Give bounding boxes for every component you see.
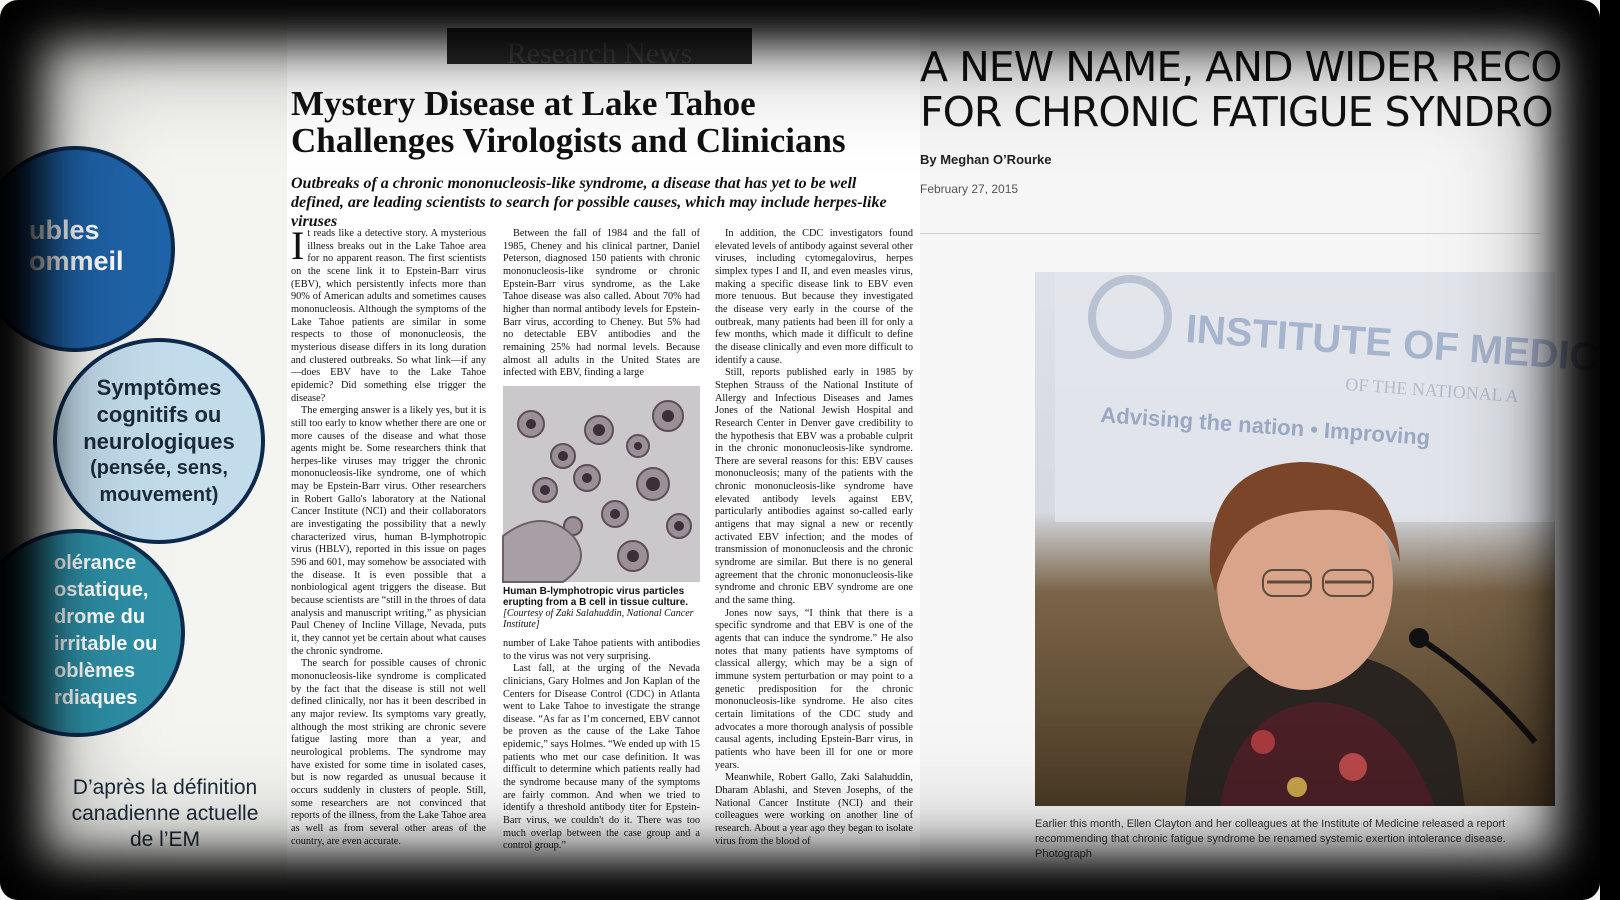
speaker-photo-illustration xyxy=(1035,272,1600,806)
article-column-3 xyxy=(715,228,913,858)
circle-2-line: cognitifs ou xyxy=(96,401,222,427)
banner-org-name: INSTITUTE OF MEDIC xyxy=(1184,307,1600,380)
article-column-2 xyxy=(503,228,700,858)
article-deck: Outbreaks of a chronic mononucleosis-like syndrome, a disease that has yet to be well defined, are leading scientists to search for possible causes, which may include herpes-like viruses xyxy=(291,175,887,230)
section-header: Research News xyxy=(447,28,752,64)
article-paragraph: The search for possible causes of chronic mononucleosis-like syndrome is complicated by the fact that the disease is still not well defined clinically, nor has it been described in any major review. Its symptoms vary greatly, although the most striking are chronic severe fatigue lasting more than a year, and neurological problems. The syndrome may have existed for some time in isolated cases, but is now regarded as unusual because it occurs suddenly in clusters of people. Still, some researchers are not convinced that reports of the illness, from the Lake Tahoe area as well as from several other areas of the country, are even accurate. xyxy=(291,658,486,847)
banner-subtitle: OF THE NATIONAL A xyxy=(1344,374,1520,407)
article-paragraph: number of Lake Tahoe patients with antibodies to the virus was not very surprising. xyxy=(503,637,700,662)
circle-3-line: drome du xyxy=(54,606,146,628)
footnote-line: de l’EM xyxy=(129,828,201,851)
figure-caption xyxy=(503,586,700,630)
article-paragraph: In addition, the CDC investigators found elevated levels of antibody against several other viruses, including cytomegalovirus, herpes simplex types I and II, and even measles virus, making a specific disease link to EBV even more tenuous. But because they investigated the disease very early in the course of the outbreak, many patients had been ill for only a few months, which made it difficult to define the disease clinically and even more difficult to identify a cause. xyxy=(715,228,913,366)
divider xyxy=(920,233,1540,234)
article-photo xyxy=(1035,272,1600,806)
article-paragraph: It reads like a detective story. A mysterious illness breaks out in the Lake Tahoe area for no apparent reason. The first scientists on the scene link it to Epstein-Barr virus (EBV), which persistently infects more than 90% of American adults and sometimes causes mononucleosis. Although the symptoms of the Lake Tahoe patients are similar in some respects to those of mononucleosis, the mysterious disease differs in its long duration and clustered outbreaks. So what link—if any—does EBV have to the Lake Tahoe epidemic? Did something else trigger the disease? xyxy=(291,223,486,404)
circle-1-line: ommeil xyxy=(29,246,124,276)
publish-date: February 27, 2015 xyxy=(920,182,1019,196)
circle-3-line: olérance xyxy=(54,552,137,574)
circle-3-line: irritable ou xyxy=(54,633,158,655)
author-byline[interactable]: By Meghan O’Rourke xyxy=(920,152,1052,167)
footnote-line: D’après la définition xyxy=(72,776,258,799)
article-paragraph: Jones now says, “I think that there is a specific syndrome and that EBV is one of the agents that can induce the syndrome.” He also notes that many patients have symptoms of classical allergy, which may be a sign of immune system perturbation or may point to a genetic predisposition for the chronic mononucleosis-like syndrome. He also cites certain limitations of the CDC study and advocates a more thorough analysis of possible causal agents, including Epstein-Barr virus, in patients who have been ill for one or more years. xyxy=(715,607,913,771)
diagram-panel xyxy=(0,0,292,900)
circle-3-line: ostatique, xyxy=(54,579,149,601)
web-title-line: FOR CHRONIC FATIGUE SYNDRO xyxy=(920,88,1553,136)
diagram-circle-intolerance xyxy=(0,529,185,737)
headline-line: Challenges Virologists and Clinicians xyxy=(291,121,846,160)
circle-2-line: Symptômes xyxy=(96,374,222,400)
article-paragraph: Meanwhile, Robert Gallo, Zaki Salahuddin, Dharam Ablashi, and Steven Josephs, of the National Cancer Institute (NCI) and their colleagues were working on another line of research. About a year ago they began to isolate virus from the blood of xyxy=(715,772,913,847)
article-paragraph: Last fall, at the urging of the Nevada clinicians, Gary Holmes and Jon Kaplan of the Centers for Disease Control (CDC) in Atlanta went to Lake Tahoe to investigate the strange disease. “As far as I’m concerned, EBV cannot be proven as the cause of the Lake Tahoe epidemic,” says Holmes. “We ended up with 15 patients who met our case definition. It was difficult to determine which patients really had the syndrome because many of the symptoms are fairly common. And when we tried to identify a threshold antibody titer for Epstein-Barr virus, we couldn't do it. There was too much overlap between the case group and a control group.” xyxy=(503,663,700,852)
banner-tagline: Advising the nation • Improving xyxy=(1099,402,1431,451)
headline-line: Mystery Disease at Lake Tahoe xyxy=(291,84,756,123)
diagram-circle-cognitive xyxy=(53,338,265,544)
article-paragraph: Still, reports published early in 1985 by Stephen Strauss of the National Institute of Allergy and Infectious Diseases and James Jones of the National Jewish Hospital and Research Center in Denver gave credibility to the hypothesis that EBV was a probable culprit in the chronic mononucleosis-like syndrome. There are several reasons for this: EBV causes mononucleosis; many of the patients with the chronic mononucleosis-like syndrome have elevated antibody levels against EBV, particularly antibodies against so-called early antigens that may signal a new or recently activated EBV infection; and the modes of transmission of mononucleosis and the chronic syndrome are similar. But there is no general agreement that the chronic mononucleosis-like syndrome and chronic EBV syndrome are one and the same thing. xyxy=(715,367,913,607)
article-headline xyxy=(291,85,911,159)
footnote-line: canadienne actuelle xyxy=(71,802,259,825)
caption-title: Human B-lymphotropic virus particles erupting from a B cell in tissue culture. xyxy=(503,585,689,608)
photo-caption: Earlier this month, Ellen Clayton and her colleagues at the Institute of Medicine released a report recommending that chronic fatigue syndrome be renamed systemic exertion intolerance disease. Photograph xyxy=(1035,818,1506,860)
caption-credit: [Courtesy of Zaki Salahuddin, National Cancer Institute] xyxy=(503,607,694,630)
article-paragraph: The emerging answer is a likely yes, but it is still too early to know whether there are one or more causes of the disease and what those agents might be. Some researchers think that herpes-like viruses may trigger the chronic mononucleosis-like syndrome, one of which may be Epstein-Barr virus. Other researchers in Robert Gallo's laboratory at the National Cancer Institute (NCI) and their collaborators are investigating the possibility that a newly characterized virus, human B-lymphotropic virus (HBLV), reported in this issue on pages 596 and 601, may somehow be associated with the disease. It is even possible that a nonbiological agent triggers the disease. But because scientists are “still in the throes of data analysis and manuscript writing,” as physician Paul Cheney of Incline Village, Nevada, puts it, they cannot yet be certain about what causes the chronic syndrome. xyxy=(291,405,487,657)
drop-cap: I xyxy=(291,223,305,268)
circle-2-line: neurologiques xyxy=(83,428,235,454)
circle-3-line: rdiaques xyxy=(54,687,138,709)
virus-micrograph-image xyxy=(503,386,700,582)
circle-2-line: mouvement) xyxy=(99,483,219,506)
circle-1-line: ubles xyxy=(29,215,100,245)
web-article xyxy=(920,0,1600,900)
web-title-line: A NEW NAME, AND WIDER RECO xyxy=(920,43,1562,91)
diagram-circle-sleep xyxy=(0,146,175,352)
article-column-1 xyxy=(291,223,487,858)
diagram-footnote xyxy=(40,775,290,853)
circle-3-line: oblèmes xyxy=(54,660,136,682)
web-article-title xyxy=(920,45,1620,135)
micrograph-illustration xyxy=(503,386,700,582)
circle-2-line: (pensée, sens, xyxy=(90,456,228,479)
magazine-article xyxy=(287,0,920,900)
article-paragraph: Between the fall of 1984 and the fall of 1985, Cheney and his clinical partner, Daniel Peterson, diagnosed 150 patients with chronic mononucleosis-like syndrome or chronic Epstein-Barr virus syndrome, as the Lake Tahoe disease was also called. About 70% had higher than normal antibody levels for Epstein-Barr virus, according to Cheney. But 5% had no detectable EBV antibodies and the remaining 25% had normal levels. Because almost all adults in the United States are infected with EBV, finding a large xyxy=(503,228,700,379)
